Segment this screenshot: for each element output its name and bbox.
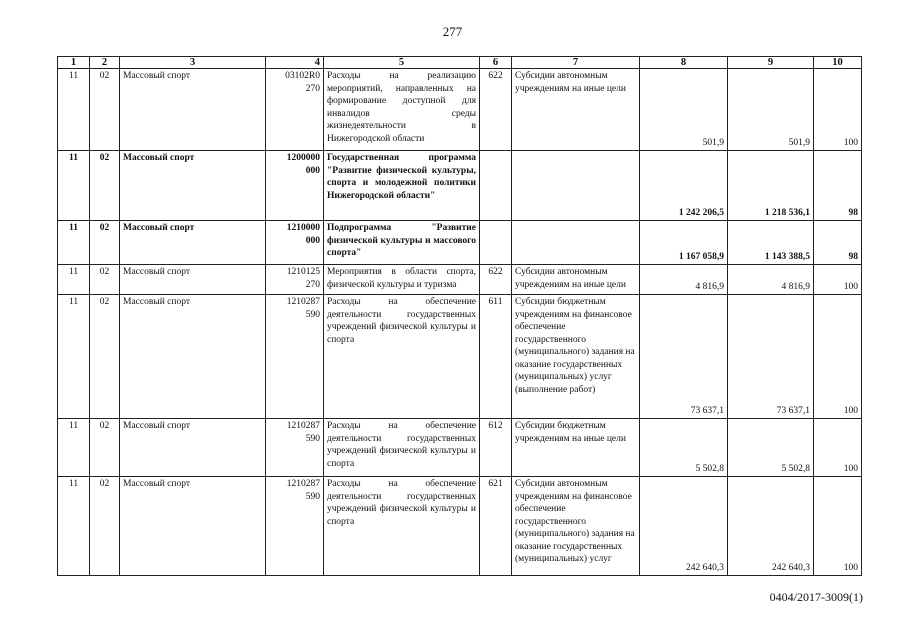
cell-section: 11 xyxy=(58,295,90,419)
cell-description: Подпрограмма "Развитие физической культуры и массового спорта" xyxy=(324,221,480,265)
cell-expense-name xyxy=(512,151,640,221)
target-code-part: 590 xyxy=(305,491,320,502)
target-code-part: 590 xyxy=(305,433,320,444)
cell-section: 11 xyxy=(58,265,90,295)
cell-plan: 5 502,8 xyxy=(640,419,728,477)
cell-target-code xyxy=(266,221,324,265)
cell-percent: 100 xyxy=(814,477,862,576)
table-row xyxy=(58,477,862,576)
cell-expense-type: 621 xyxy=(480,477,512,576)
cell-description: Расходы на обеспечение деятельности государственных учреждений физической культуры и спорта xyxy=(324,419,480,477)
cell-section: 11 xyxy=(58,419,90,477)
cell-name: Массовый спорт xyxy=(120,477,266,576)
target-code-part: 1210287 xyxy=(286,297,320,307)
cell-section: 11 xyxy=(58,69,90,151)
cell-plan: 242 640,3 xyxy=(640,477,728,576)
cell-expense-type: 622 xyxy=(480,265,512,295)
table-row xyxy=(58,265,862,295)
document-code: 0404/2017-3009(1) xyxy=(769,590,863,604)
table-row xyxy=(58,221,862,265)
cell-expense-name: Субсидии автономным учреждениям на иные цели xyxy=(512,69,640,151)
cell-actual: 5 502,8 xyxy=(728,419,814,477)
cell-expense-type xyxy=(480,151,512,221)
budget-table xyxy=(57,56,862,576)
cell-expense-type: 611 xyxy=(480,295,512,419)
column-header: 7 xyxy=(512,57,640,69)
cell-name: Массовый спорт xyxy=(120,151,266,221)
target-code-part: 1210125 xyxy=(286,267,320,277)
target-code-part: 03102R0 xyxy=(285,71,320,81)
cell-percent: 100 xyxy=(814,69,862,151)
target-code-part: 270 xyxy=(305,83,320,94)
cell-subsection: 02 xyxy=(90,151,120,221)
cell-subsection: 02 xyxy=(90,477,120,576)
cell-expense-type: 612 xyxy=(480,419,512,477)
cell-actual: 4 816,9 xyxy=(728,265,814,295)
target-code-part: 1210287 xyxy=(286,421,320,431)
cell-section: 11 xyxy=(58,477,90,576)
column-header: 8 xyxy=(640,57,728,69)
cell-target-code xyxy=(266,69,324,151)
target-code-part: 590 xyxy=(305,309,320,320)
cell-target-code xyxy=(266,419,324,477)
cell-subsection: 02 xyxy=(90,295,120,419)
cell-description: Государственная программа "Развитие физической культуры, спорта и молодежной политики Нижегородской области" xyxy=(324,151,480,221)
target-code-part: 1210287 xyxy=(286,479,320,489)
cell-target-code xyxy=(266,151,324,221)
table-row xyxy=(58,69,862,151)
column-header: 10 xyxy=(814,57,862,69)
cell-name: Массовый спорт xyxy=(120,69,266,151)
column-header: 9 xyxy=(728,57,814,69)
cell-description: Расходы на обеспечение деятельности государственных учреждений физической культуры и спорта xyxy=(324,295,480,419)
cell-actual: 242 640,3 xyxy=(728,477,814,576)
cell-plan: 4 816,9 xyxy=(640,265,728,295)
target-code-part: 1210000 xyxy=(286,223,320,233)
cell-subsection: 02 xyxy=(90,419,120,477)
cell-section: 11 xyxy=(58,151,90,221)
cell-percent: 100 xyxy=(814,265,862,295)
cell-description: Мероприятия в области спорта, физической культуры и туризма xyxy=(324,265,480,295)
cell-expense-name: Субсидии автономным учреждениям на финансовое обеспечение государственного (муниципального) задания на оказание государственных (муниципальных) услуг xyxy=(512,477,640,576)
column-header: 3 xyxy=(120,57,266,69)
cell-expense-type xyxy=(480,221,512,265)
target-code-part: 1200000 xyxy=(286,153,320,163)
cell-target-code xyxy=(266,477,324,576)
cell-expense-name: Субсидии бюджетным учреждениям на финансовое обеспечение государственного (муниципального) задания на оказание государственных (муниципальных) услуг (выполнение работ) xyxy=(512,295,640,419)
table-row xyxy=(58,295,862,419)
cell-target-code xyxy=(266,265,324,295)
column-header: 2 xyxy=(90,57,120,69)
cell-expense-name: Субсидии автономным учреждениям на иные цели xyxy=(512,265,640,295)
cell-name: Массовый спорт xyxy=(120,419,266,477)
cell-percent: 100 xyxy=(814,419,862,477)
target-code-part: 270 xyxy=(305,279,320,290)
cell-section: 11 xyxy=(58,221,90,265)
page-number: 277 xyxy=(442,24,463,39)
cell-percent: 98 xyxy=(814,151,862,221)
cell-name: Массовый спорт xyxy=(120,221,266,265)
table-row xyxy=(58,419,862,477)
cell-plan: 73 637,1 xyxy=(640,295,728,419)
cell-expense-name xyxy=(512,221,640,265)
cell-expense-name: Субсидии бюджетным учреждениям на иные цели xyxy=(512,419,640,477)
cell-description: Расходы на реализацию мероприятий, направленных на формирование доступной для инвалидов среды жизнедеятельности в Нижегородской области xyxy=(324,69,480,151)
cell-actual: 1 218 536,1 xyxy=(728,151,814,221)
cell-target-code xyxy=(266,295,324,419)
cell-actual: 1 143 388,5 xyxy=(728,221,814,265)
cell-actual: 73 637,1 xyxy=(728,295,814,419)
column-header: 1 xyxy=(58,57,90,69)
cell-name: Массовый спорт xyxy=(120,265,266,295)
cell-plan: 501,9 xyxy=(640,69,728,151)
cell-plan: 1 167 058,9 xyxy=(640,221,728,265)
column-header: 6 xyxy=(480,57,512,69)
column-header: 4 xyxy=(266,57,324,69)
cell-subsection: 02 xyxy=(90,69,120,151)
cell-name: Массовый спорт xyxy=(120,295,266,419)
target-code-part: 000 xyxy=(305,235,320,246)
cell-actual: 501,9 xyxy=(728,69,814,151)
cell-percent: 100 xyxy=(814,295,862,419)
cell-percent: 98 xyxy=(814,221,862,265)
cell-description: Расходы на обеспечение деятельности государственных учреждений физической культуры и спорта xyxy=(324,477,480,576)
header-row xyxy=(58,57,862,69)
cell-plan: 1 242 206,5 xyxy=(640,151,728,221)
table-row xyxy=(58,151,862,221)
target-code-part: 000 xyxy=(305,165,320,176)
cell-subsection: 02 xyxy=(90,221,120,265)
column-header: 5 xyxy=(324,57,480,69)
cell-subsection: 02 xyxy=(90,265,120,295)
cell-expense-type: 622 xyxy=(480,69,512,151)
